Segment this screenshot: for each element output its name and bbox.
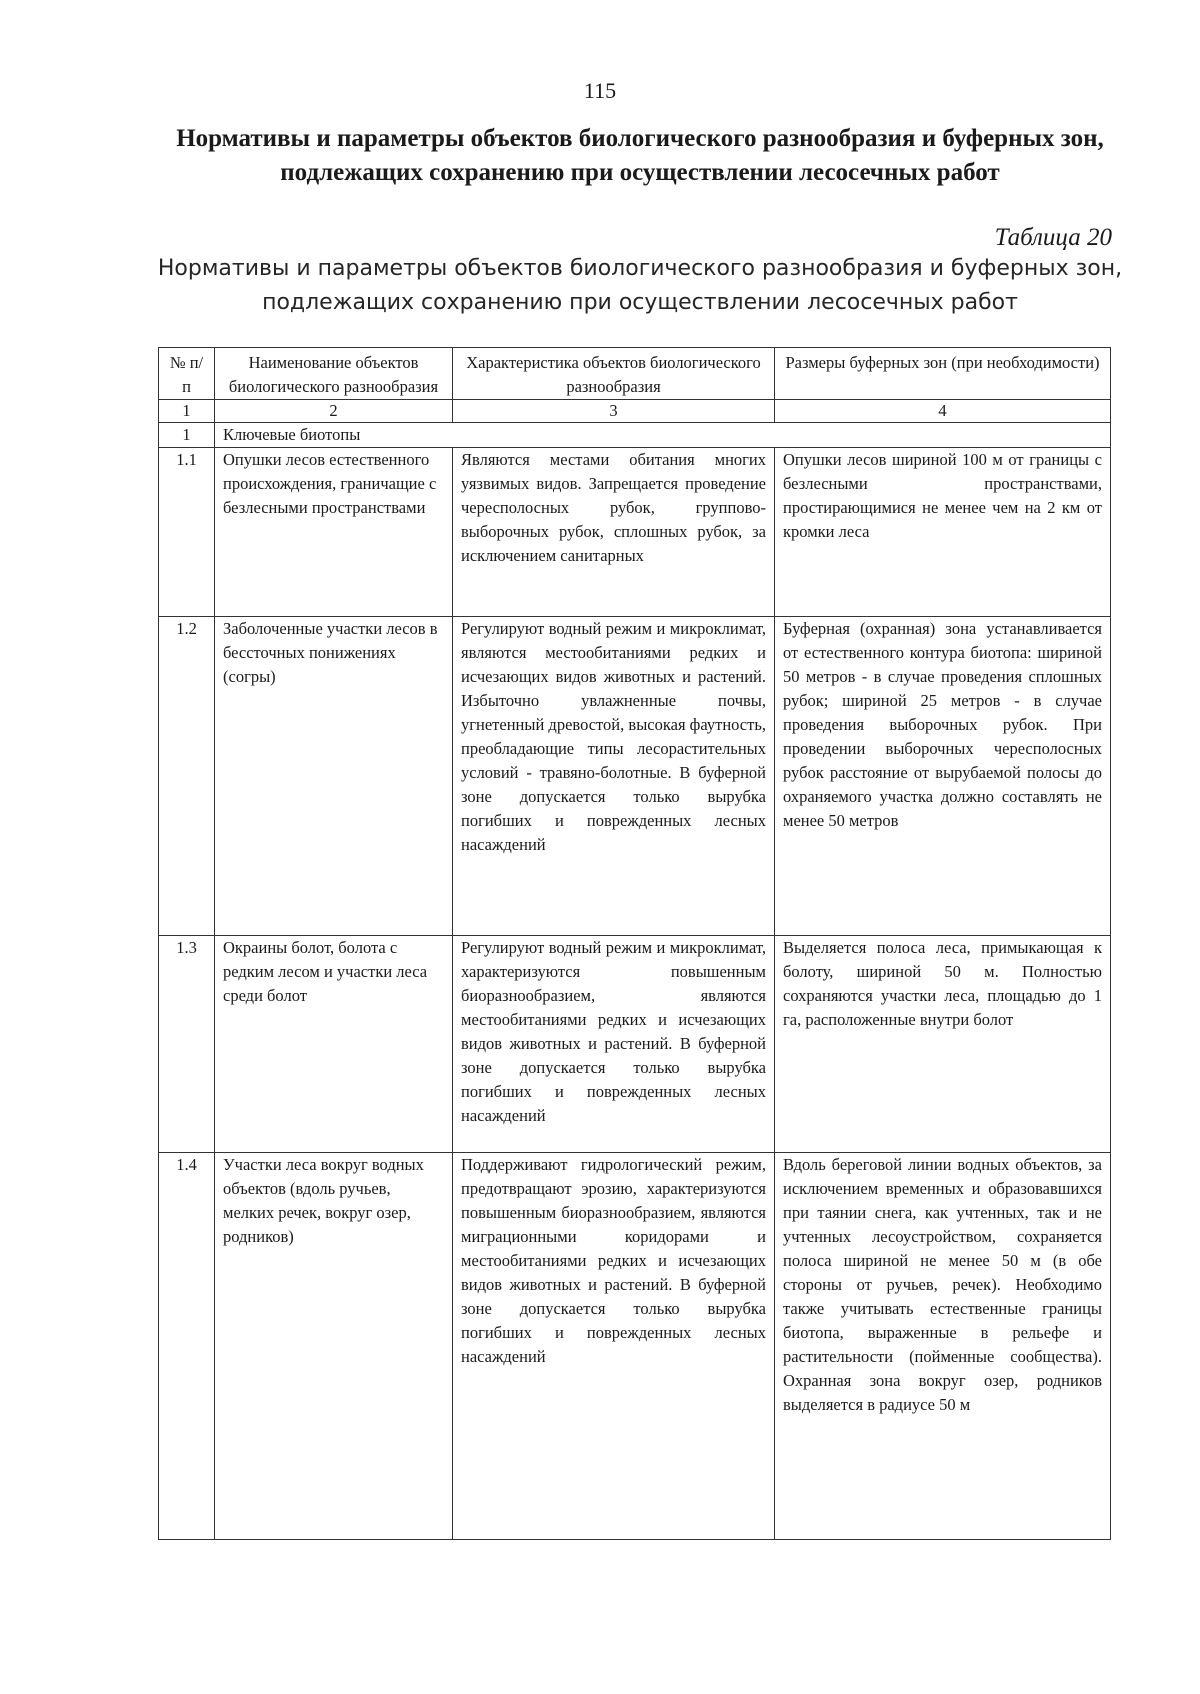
row-number: 1.1 [159,448,215,617]
header-number: № п/п [159,348,215,400]
section-title: Ключевые биотопы [215,423,1111,448]
section-row [159,423,1111,448]
header-buffer-size: Размеры буферных зон (при необходимости) [775,348,1111,400]
row-object-name: Заболоченные участки лесов в бессточных понижениях (согры) [215,617,453,936]
row-object-name: Опушки лесов естественного происхождения, граничащие с безлесными пространствами [215,448,453,617]
header-object-name: Наименование объектов биологического разнообразия [215,348,453,400]
page-number: 115 [583,78,617,103]
table-row [159,617,1111,936]
table-row [159,936,1111,1153]
document-title: Нормативы и параметры объектов биологического разнообразия и буферных зон, подлежащих сохранению при осуществлении лесосечных работ [176,125,1104,186]
column-number: 3 [453,400,775,423]
biodiversity-table [158,347,1111,1540]
row-buffer-size: Опушки лесов шириной 100 м от границы с безлесными пространствами, простирающимися не менее чем на 2 км от кромки леса [775,448,1111,617]
column-number: 4 [775,400,1111,423]
row-characteristic: Регулируют водный режим и микроклимат, являются местообитаниями редких и исчезающих видов животных и растений. Избыточно увлажненные почвы, угнетенный древостой, высокая фаутность, преобладающие типы лесорастительных условий - травяно-болотные. В буферной зоне допускается только вырубка погибших и поврежденных лесных насаждений [453,617,775,936]
section-number: 1 [159,423,215,448]
column-number: 2 [215,400,453,423]
table-caption: Нормативы и параметры объектов биологического разнообразия и буферных зон, подлежащих сохранению при осуществлении лесосечных работ [157,256,1123,315]
table-row [159,1153,1111,1540]
row-number: 1.3 [159,936,215,1153]
table-label: Таблица 20 [994,224,1112,251]
row-object-name: Участки леса вокруг водных объектов (вдоль ручьев, мелких речек, вокруг озер, родников) [215,1153,453,1540]
row-object-name: Окраины болот, болота с редким лесом и участки леса среди болот [215,936,453,1153]
row-characteristic: Являются местами обитания многих уязвимых видов. Запрещается проведение чересполосных рубок, группово-выборочных рубок, сплошных рубок, за исключением санитарных [453,448,775,617]
column-number-row [159,400,1111,423]
header-characteristic: Характеристика объектов биологического разнообразия [453,348,775,400]
row-number: 1.4 [159,1153,215,1540]
row-buffer-size: Буферная (охранная) зона устанавливается от естественного контура биотопа: шириной 50 метров - в случае проведения сплошных рубок; шириной 25 метров - в случае проведения выборочных рубок. При проведении выборочных чересполосных рубок расстояние от вырубаемой полосы до охраняемого участка должно составлять не менее 50 метров [775,617,1111,936]
row-characteristic: Регулируют водный режим и микроклимат, характеризуются повышенным биоразнообразием, являются местообитаниями редких и исчезающих видов животных и растений. В буферной зоне допускается только вырубка погибших и поврежденных лесных насаждений [453,936,775,1153]
row-buffer-size: Вдоль береговой линии водных объектов, за исключением временных и образовавшихся при таянии снега, как учтенных, так и не учтенных лесоустройством, сохраняется полоса шириной не менее 50 м (в обе стороны от ручьев, речек). Необходимо также учитывать естественные границы биотопа, выраженные в рельефе и растительности (пойменные сообщества). Охранная зона вокруг озер, родников выделяется в радиусе 50 м [775,1153,1111,1540]
table-row [159,448,1111,617]
row-number: 1.2 [159,617,215,936]
column-number: 1 [159,400,215,423]
row-characteristic: Поддерживают гидрологический режим, предотвращают эрозию, характеризуются повышенным биоразнообразием, являются миграционными коридорами и местообитаниями редких и исчезающих видов животных и растений. В буферной зоне допускается только вырубка погибших и поврежденных лесных насаждений [453,1153,775,1540]
row-buffer-size: Выделяется полоса леса, примыкающая к болоту, шириной 50 м. Полностью сохраняются участки леса, площадью до 1 га, расположенные внутри болот [775,936,1111,1153]
table-header-row [159,348,1111,400]
